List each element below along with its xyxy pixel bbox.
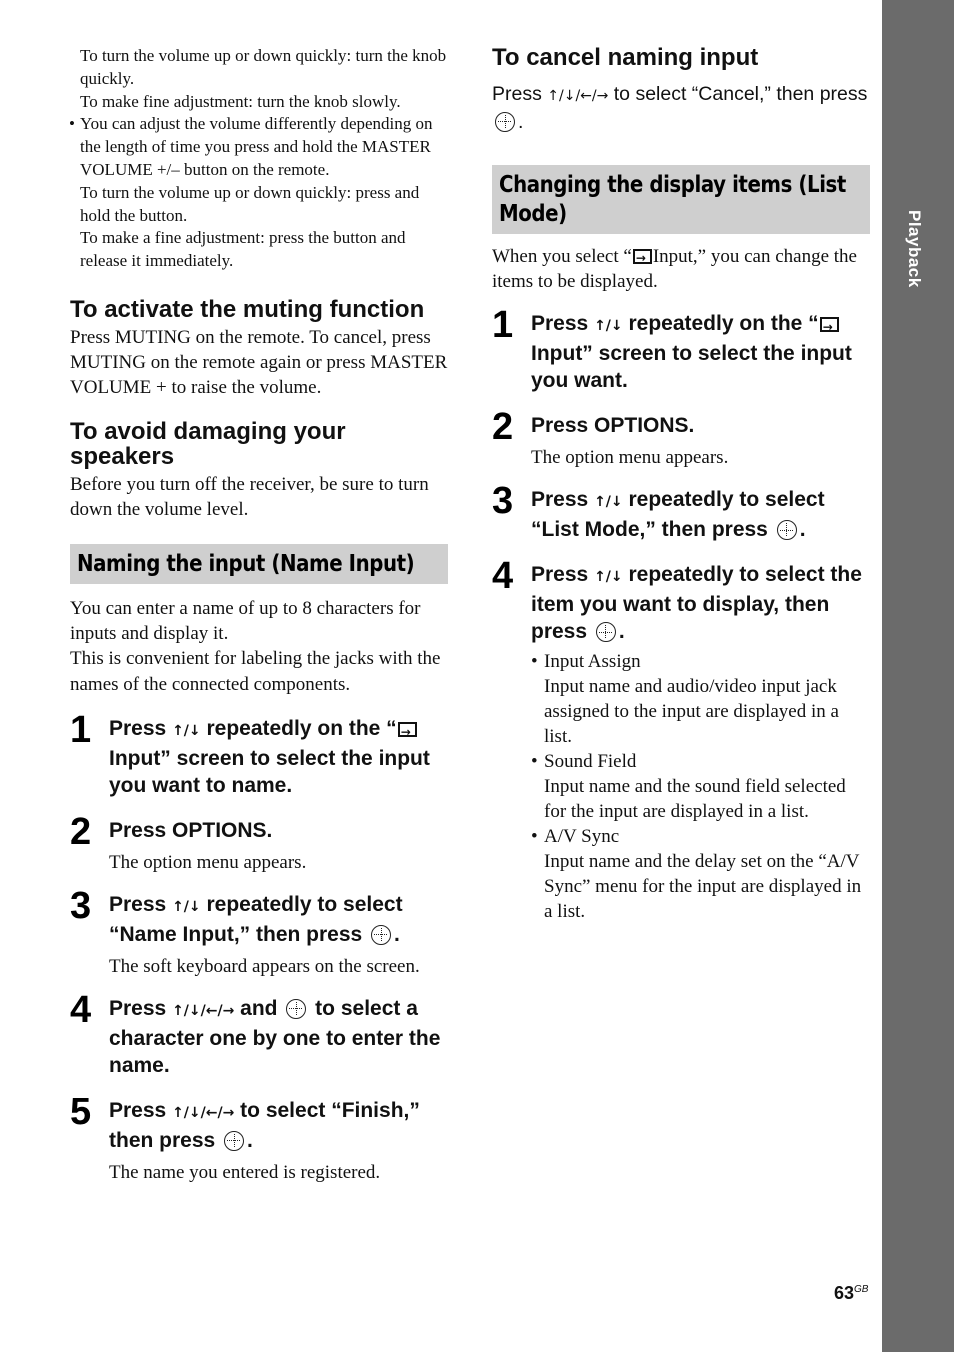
enter-button-icon bbox=[596, 622, 616, 642]
step-text bbox=[531, 486, 870, 543]
step-text-part: Input” screen to select the input you want to name. bbox=[109, 746, 430, 797]
enter-button-icon bbox=[286, 999, 306, 1019]
list-item bbox=[531, 649, 870, 749]
name-input-section-title bbox=[70, 544, 448, 584]
step-text: Press OPTIONS. bbox=[109, 818, 273, 842]
step-result: The option menu appears. bbox=[109, 851, 307, 873]
volume-notes bbox=[70, 45, 448, 273]
step-text-part: to select “Finish,” then press bbox=[109, 1098, 420, 1152]
note-line: To turn the volume up or down quickly: press and hold the button. bbox=[80, 182, 420, 225]
page-number bbox=[834, 1283, 868, 1304]
step-text-part: Input” screen to select the input you want. bbox=[531, 342, 852, 393]
list-step-1 bbox=[492, 304, 870, 394]
up-down-arrows-icon: ↑/↓ bbox=[594, 569, 623, 586]
step-text-part: Press bbox=[531, 312, 595, 336]
list-item-desc: Input name and audio/video input jack assigned to the input are displayed in a list. bbox=[544, 676, 839, 748]
step-text-part: repeatedly to select “Name Input,” then press bbox=[109, 892, 403, 946]
step-result: The option menu appears. bbox=[531, 447, 729, 469]
note-line: To turn the volume up or down quickly: turn the knob quickly. bbox=[80, 46, 447, 88]
body-part: Press bbox=[492, 83, 548, 105]
step-text-part: Press bbox=[531, 563, 595, 587]
name-step-2 bbox=[70, 810, 448, 875]
step-text-part: Press bbox=[109, 716, 173, 740]
step-text bbox=[109, 715, 448, 799]
page-number-value: 63 bbox=[834, 1283, 855, 1303]
step-text-part: and bbox=[234, 996, 284, 1020]
step-number: 5 bbox=[70, 1090, 92, 1133]
step-text-part: repeatedly on the “ bbox=[622, 312, 819, 336]
cancel-body bbox=[492, 82, 870, 135]
page-number-suffix: GB bbox=[854, 1284, 869, 1295]
step-result: The name you entered is registered. bbox=[109, 1161, 381, 1183]
step-number: 4 bbox=[70, 988, 92, 1031]
note-line: To make fine adjustment: turn the knob slowly. bbox=[80, 91, 401, 111]
cancel-heading: To cancel naming input bbox=[492, 44, 759, 71]
up-down-arrows-icon: ↑/↓ bbox=[172, 722, 201, 739]
name-step-5 bbox=[70, 1090, 448, 1185]
up-down-arrows-icon: ↑/↓ bbox=[172, 898, 201, 915]
name-step-1 bbox=[70, 708, 448, 799]
speakers-body: Before you turn off the receiver, be sure to turn down the volume level. bbox=[70, 473, 429, 520]
step-text-part: to select a character one by one to enter the name. bbox=[109, 996, 441, 1077]
up-down-arrows-icon: ↑/↓ bbox=[594, 318, 623, 335]
step-number: 3 bbox=[492, 480, 514, 523]
step-text bbox=[531, 310, 870, 394]
list-item-label: Sound Field bbox=[544, 751, 637, 773]
muting-heading: To activate the muting function bbox=[70, 295, 425, 323]
list-step-3 bbox=[492, 480, 870, 543]
step-text-part: repeatedly to select “List Mode,” then press bbox=[531, 488, 825, 542]
step-text bbox=[531, 561, 870, 645]
input-icon bbox=[820, 317, 839, 332]
body-part: to select “Cancel,” then press bbox=[608, 83, 868, 105]
list-item-desc: Input name and the sound field selected for the input are displayed in a list. bbox=[544, 776, 846, 823]
name-step-4 bbox=[70, 988, 448, 1079]
list-mode-intro bbox=[492, 244, 870, 294]
speakers-heading: To avoid damaging your speakers bbox=[70, 417, 346, 470]
name-input-intro: You can enter a name of up to 8 characters for inputs and display it. bbox=[70, 597, 421, 645]
up-down-arrows-icon: ↑/↓ bbox=[594, 494, 623, 511]
bullet: • bbox=[531, 651, 538, 673]
muting-body: Press MUTING on the remote. To cancel, press MUTING on the remote again or press MASTER VOLUME + to raise the volume. bbox=[70, 326, 448, 399]
list-step-2 bbox=[492, 406, 870, 470]
step-number: 1 bbox=[70, 708, 92, 751]
sidebar-tab bbox=[882, 0, 954, 1352]
body-part: When you select “ bbox=[492, 246, 632, 267]
step-text-part: repeatedly to select the item you want to display, then press bbox=[531, 563, 862, 644]
step-number: 2 bbox=[70, 810, 92, 853]
list-step-4 bbox=[492, 555, 870, 924]
step-text-part: Press bbox=[109, 996, 173, 1020]
right-column bbox=[492, 45, 870, 924]
note-bullet-item bbox=[69, 113, 448, 181]
display-item-list bbox=[531, 649, 870, 924]
section-title-text: Changing the display items (List Mode) bbox=[499, 172, 846, 227]
enter-button-icon bbox=[371, 925, 391, 945]
step-number: 2 bbox=[492, 406, 514, 449]
step-text-part: Press bbox=[109, 892, 173, 916]
input-icon bbox=[633, 249, 652, 264]
step-number: 1 bbox=[492, 304, 514, 347]
list-item bbox=[531, 749, 870, 824]
step-text-part: repeatedly on the “ bbox=[200, 716, 397, 740]
left-column bbox=[70, 45, 448, 1185]
name-step-3 bbox=[70, 884, 448, 979]
bullet: • bbox=[531, 751, 538, 773]
step-text-part: . bbox=[618, 620, 625, 644]
enter-button-icon bbox=[495, 112, 515, 132]
list-mode-section-title bbox=[492, 165, 870, 234]
four-way-arrows-icon: ↑/↓/←/→ bbox=[172, 1002, 235, 1019]
name-input-intro-2: This is convenient for labeling the jacks with the names of the connected components. bbox=[70, 648, 441, 695]
step-number: 3 bbox=[70, 884, 92, 927]
section-title-text: Naming the input (Name Input) bbox=[77, 550, 415, 577]
body-part: . bbox=[518, 110, 524, 133]
step-text-part: . bbox=[394, 922, 400, 946]
body-part: Input,” you can change the items to be displayed. bbox=[492, 246, 857, 293]
step-text bbox=[109, 891, 448, 948]
enter-button-icon bbox=[224, 1131, 244, 1151]
input-icon bbox=[398, 722, 417, 737]
step-text-part: Press bbox=[109, 1098, 173, 1122]
step-text bbox=[109, 995, 448, 1079]
sidebar-label: Playback bbox=[905, 210, 924, 288]
note-line: You can adjust the volume differently depending on the length of time you press and hold the MASTER VOLUME +/– button on the remote. bbox=[80, 114, 433, 179]
step-result: The soft keyboard appears on the screen. bbox=[109, 955, 420, 977]
step-text-part: . bbox=[799, 518, 806, 542]
list-item-desc: Input name and the delay set on the “A/V Sync” menu for the input are displayed in a list. bbox=[544, 851, 862, 923]
step-text: Press OPTIONS. bbox=[531, 414, 695, 438]
bullet: • bbox=[69, 114, 75, 134]
step-number: 4 bbox=[492, 555, 514, 598]
four-way-arrows-icon: ↑/↓/←/→ bbox=[547, 88, 609, 104]
list-item-label: A/V Sync bbox=[544, 826, 620, 848]
list-item bbox=[531, 824, 870, 924]
list-item-label: Input Assign bbox=[544, 651, 641, 673]
note-line: To make a fine adjustment: press the button and release it immediately. bbox=[80, 228, 406, 271]
bullet: • bbox=[531, 826, 538, 848]
enter-button-icon bbox=[777, 520, 797, 540]
four-way-arrows-icon: ↑/↓/←/→ bbox=[172, 1104, 235, 1121]
step-text-part: Press bbox=[531, 488, 595, 512]
step-text bbox=[109, 1097, 448, 1154]
step-text-part: . bbox=[247, 1128, 253, 1152]
